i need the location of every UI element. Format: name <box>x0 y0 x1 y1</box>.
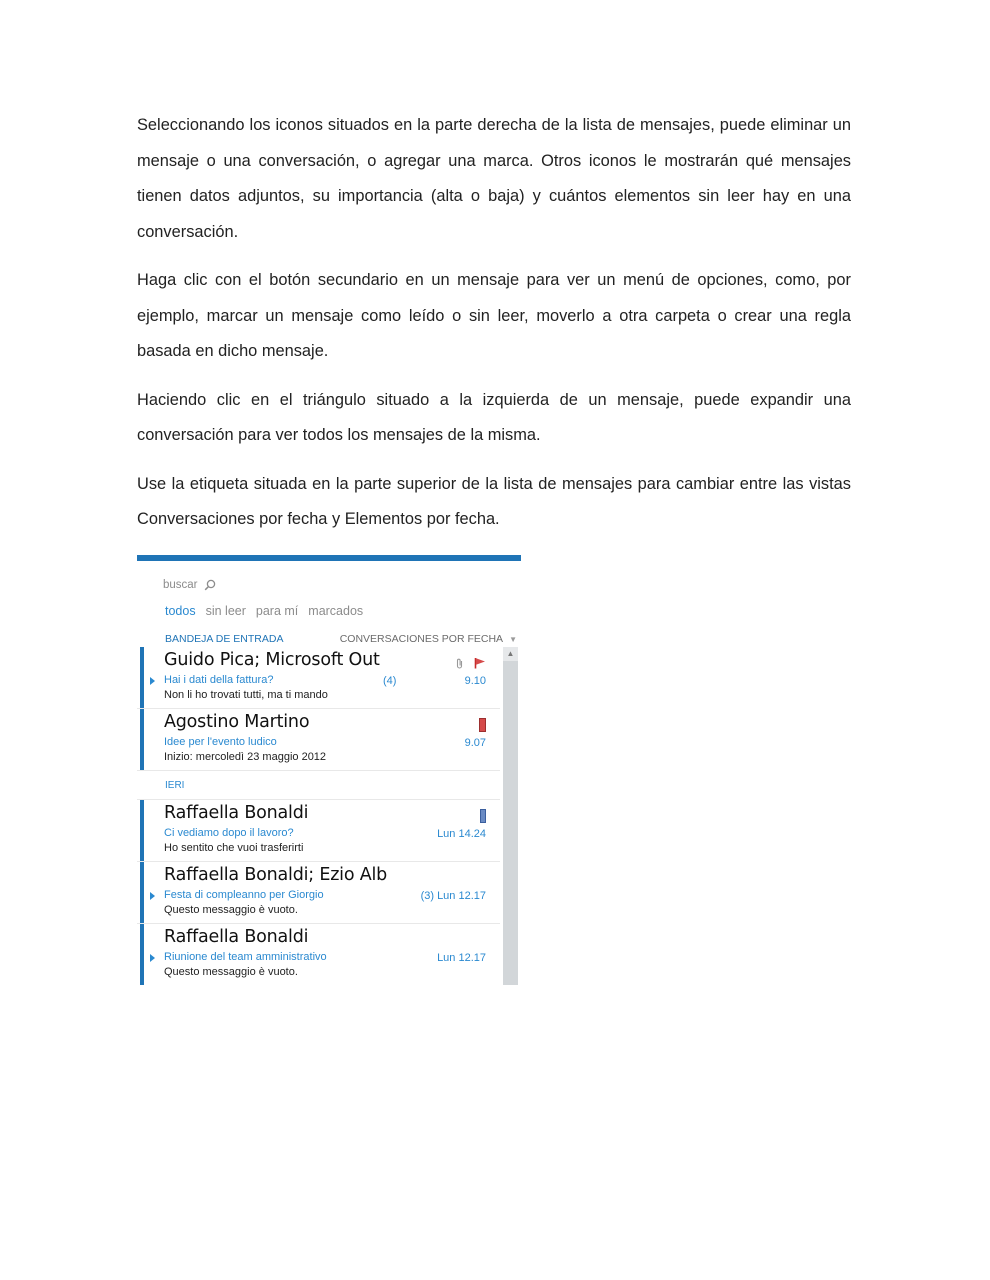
date-group-header <box>137 771 500 800</box>
sender: Guido Pica; Microsoft Out <box>164 650 380 670</box>
filter-all[interactable]: todos <box>165 604 196 618</box>
view-selector[interactable] <box>340 633 517 645</box>
search-icon[interactable] <box>204 579 216 591</box>
timestamp: Lun 14.24 <box>437 828 486 840</box>
list-item[interactable] <box>137 709 500 771</box>
preview: Questo messaggio è vuoto. <box>164 966 298 978</box>
expand-triangle-icon[interactable] <box>150 954 155 962</box>
category-red-icon[interactable] <box>479 718 486 732</box>
preview: Ho sentito che vuoi trasferirti <box>164 842 304 854</box>
message-icons <box>480 809 486 823</box>
header-accent-bar <box>137 555 521 561</box>
filter-to-me[interactable]: para mí <box>255 604 299 618</box>
document-body <box>137 108 851 551</box>
list-item[interactable] <box>137 862 500 924</box>
mail-screenshot <box>137 555 521 985</box>
folder-name: BANDEJA DE ENTRADA <box>165 633 284 645</box>
timestamp: (3) Lun 12.17 <box>420 890 486 902</box>
unread-bar <box>140 924 144 985</box>
unread-bar <box>140 862 144 923</box>
expand-triangle-icon[interactable] <box>150 677 155 685</box>
subject: Hai i dati della fattura? <box>164 674 274 686</box>
sender: Raffaella Bonaldi; Ezio Alb <box>164 865 388 885</box>
filter-tabs <box>165 604 363 618</box>
group-label: IERI <box>165 780 185 791</box>
paragraph: Haciendo clic en el triángulo situado a la izquierda de un mensaje, puede expandir una conversación para ver todos los mensajes de la misma. <box>137 390 851 444</box>
list-item[interactable] <box>137 647 500 709</box>
unread-bar <box>140 800 144 861</box>
filter-flagged[interactable]: marcados <box>308 604 364 618</box>
chevron-down-icon[interactable]: ▼ <box>509 634 517 644</box>
paragraph: Use la etiqueta situada en la parte superior de la lista de mensajes para cambiar entre las vistas Conversaciones por fecha y Elementos por fecha. <box>137 474 851 528</box>
unread-bar <box>140 709 144 770</box>
scrollbar[interactable] <box>503 647 518 985</box>
timestamp: 9.07 <box>464 737 486 749</box>
category-blue-icon[interactable] <box>480 809 486 823</box>
preview: Inizio: mercoledì 23 maggio 2012 <box>164 751 327 763</box>
subject: Festa di compleanno per Giorgio <box>164 889 324 901</box>
sender: Agostino Martino <box>164 712 310 732</box>
list-item[interactable] <box>137 800 500 862</box>
flag-icon[interactable] <box>474 656 486 674</box>
preview: Questo messaggio è vuoto. <box>164 904 298 916</box>
list-item[interactable] <box>137 924 500 985</box>
attachment-icon <box>455 656 464 674</box>
sender: Raffaella Bonaldi <box>164 803 309 823</box>
timestamp: Lun 12.17 <box>437 952 486 964</box>
message-icons <box>479 718 486 732</box>
unread-bar <box>140 647 144 708</box>
filter-unread[interactable]: sin leer <box>205 604 246 618</box>
paragraph: Seleccionando los iconos situados en la parte derecha de la lista de mensajes, puede eliminar un mensaje o una conversación, o agregar una marca. Otros iconos le mostrarán qué mensajes tienen datos adjuntos, su importancia (alta o baja) y cuántos elementos sin leer hay en una conversación. <box>137 116 851 241</box>
sender: Raffaella Bonaldi <box>164 927 309 947</box>
message-icons <box>455 656 486 674</box>
scroll-up-icon[interactable]: ▲ <box>503 647 518 661</box>
preview: Non li ho trovati tutti, ma ti mando <box>164 689 328 701</box>
search-input[interactable]: buscar <box>163 579 198 591</box>
message-list <box>137 647 521 985</box>
unread-count: (4) <box>383 675 397 687</box>
expand-triangle-icon[interactable] <box>150 892 155 900</box>
paragraph: Haga clic con el botón secundario en un mensaje para ver un menú de opciones, como, por ejemplo, marcar un mensaje como leído o sin leer, moverlo a otra carpeta o crear una regla basada en dicho mensaje. <box>137 271 851 360</box>
timestamp: 9.10 <box>464 675 486 687</box>
subject: Riunione del team amministrativo <box>164 951 327 963</box>
subject: Ci vediamo dopo il lavoro? <box>164 827 294 839</box>
view-label[interactable]: CONVERSACIONES POR FECHA <box>339 633 504 645</box>
subject: Idee per l'evento ludico <box>164 736 277 748</box>
list-header <box>165 633 517 645</box>
search-box[interactable] <box>163 579 216 591</box>
